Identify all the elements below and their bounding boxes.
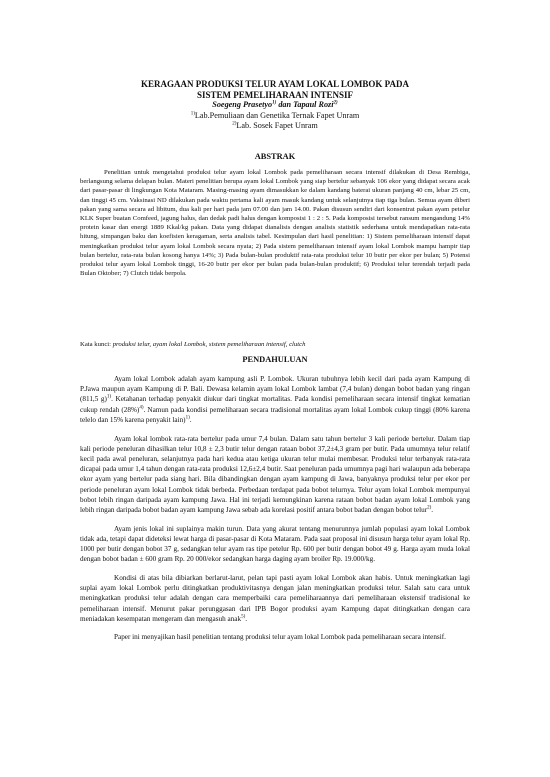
- affiliation-1: [80, 111, 470, 122]
- intro-heading: PENDAHULUAN: [242, 355, 308, 364]
- abstract-heading: ABSTRAK: [254, 152, 296, 161]
- intro-paragraph-5: Paper ini menyajikan hasil penelitian tentang produksi telur ayam lokal Lombok pada pemeliharaan secara intensif.: [114, 633, 446, 642]
- p4-part-a: Kondisi di atas bila dibiarkan berlarut-larut, pelan tapi pasti ayam lokal Lombok akan habis. Untuk meningkatkan lagi suplai ayam lokal Lombok perlu ditingkatkan produktivitasnya dengan jalan meningkatkan produksi telur. Salah satu cara untuk meningkatkan produksi telur adalah dengan cara memperbaiki cara pemeliharaannya dari pemeliharaan ekstensif tradisional ke pemeliharaan intensif. Menurut pakar perunggasan dari IPB Bogor produksi ayam Kampung dapat ditingkatkan dengan cara meniadakan kesempatan mengeram dan mengasuh anak: [80, 573, 470, 623]
- affiliation-2-text: Lab. Sosek Fapet Unram: [236, 121, 318, 130]
- p1-part-c: . Namun pada kondisi pemeliharaan secara tradisional mortalitas ayam lokal Lombok cukup tinggi (80% karena telelo dan 15% karena penyakit lain): [80, 405, 470, 424]
- p4-part-b: .: [245, 614, 248, 623]
- author-block: [80, 100, 470, 132]
- author-2-mark: 2): [333, 100, 338, 106]
- affiliation-1-mark: 1): [190, 110, 195, 116]
- title-line-2: SISTEM PEMELIHARAAN INTENSIF: [196, 90, 354, 100]
- affiliation-2-mark: 2): [232, 121, 237, 127]
- keywords-line: [80, 340, 470, 349]
- intro-body: [80, 374, 470, 651]
- intro-paragraph-1: [80, 374, 470, 425]
- intro-paragraph-4: [80, 573, 470, 624]
- author-2: dan Tapaul Rozi: [276, 100, 334, 109]
- intro-paragraph-3: Ayam jenis lokal ini suplainya makin turun. Data yang akurat tentang menurunnya jumlah populasi ayam lokal Lombok tidak ada, tetapi dapat dideteksi lewat harga di pasar-pasar di Kota Mataram. Pada saat proposal ini disusun harga telur ayam lokal Rp. 1000 per butir dengan bobot 37 g, sedangkan telur ayam ras tipe petelur Rp. 600 per butir dengan bobot 49 g. Harga ayam muda lokal dengan bobot badan ± 600 gram Rp. 20 000/ekor sedangkan harga daging ayam broiler Rp. 19.000/kg.: [80, 524, 470, 564]
- p4-ref: 5): [241, 614, 246, 620]
- abstract-text: Penelitian untuk mengetahui produksi telur ayam lokal Lombok pada pemeliharaan secara intensif dilakukan di Desa Rembiga, berlangsung selama delapan bulan. Materi penelitian berupa ayam lokal Lombok yang siap bertelur sebanyak 106 ekor yang didapat secara acak dari pasar-pasar di lingkungan Kota Mataram. Masing-masing ayam dimasukkan ke dalam kandang baterai ukuran panjang 40 cm, lebar 25 cm, dan tinggi 45 cm. Vaksinasi ND dilakukan pada waktu pertama kali ayam masuk kandang untuk selanjutnya tiap tiga bulan. Semua ayam diberi pakan yang sama secara ad libitum, dua kali per hari pada jam 07.00 dan jam 14.00. Pakan disusun sendiri dari konsentrat pakan ayam petelur KLK Super buatan Comfeed, jagung halus, dan dedak padi halus dengan komposisi 1 : 2 : 5. Pada komposisi tersebut ransum mengandung 14% protein kasar dan energi 1889 Kkal/kg pakan. Data yang didapat dianalisis dengan analisis statistik sederhana untuk mendapatkan rata-rata hitung, simpangan baku dan koefisien keragaman, serta analisis tabel. Kesimpulan dari hasil penelitian: 1) Sistem pemeliharaan intensif dapat meningkatkan produksi telur ayam lokal Lombok secara nyata; 2) Pada sistem pemeliharaan intensif ayam lokal Lombok mampu hampir tiap bulan bertelur, rata-rata bulan kosong hanya 14%; 3) Pada bulan-bulan produktif rata-rata produksi telur 10 butir per ekor per bulan; 5) Potensi produksi telur ayam lokal Lombok tinggi, 16-20 butir per ekor per bulan pada bulan-bulan produktif; 6) Produksi telur terendah terjadi pada Bulan Oktober; 7) Clutch tidak berpola.: [80, 169, 470, 278]
- intro-paragraph-2: [80, 434, 470, 516]
- affiliation-2: [80, 121, 470, 132]
- affiliation-1-text: Lab.Pemuliaan dan Genetika Ternak Fapet Unram: [194, 110, 360, 120]
- keywords-list: produksi telur, ayam lokal Lombok, sistem pemeliharaan intensif, clutch: [112, 341, 306, 348]
- p1-part-b: . Ketahanan terhadap penyakit diukur dari tingkat mortalitas. Pada kondisi pemeliharaan secara intensif tingkat kematian cukup rendah (28%): [80, 395, 470, 414]
- paper-title: [80, 79, 470, 101]
- p1-ref-2: 4): [139, 405, 144, 411]
- p1-part-a: Ayam lokal Lombok adalah ayam kampung asli P. Lombok. Ukuran tubuhnya lebih kecil dari pada ayam Kampung di P.Jawa maupun ayam Kampung di P. Bali. Dewasa kelamin ayam lokal Lombok lambat (7,4 bulan) dengan bobot badan yang ringan (811,5 g): [80, 375, 470, 404]
- p2-part-a: Ayam lokal lombok rata-rata bertelur pada umur 7,4 bulan. Dalam satu tahun bertelur 3 kali periode bertelur. Dalam tiap kali periode peneluran dihasilkan telur 10,8 ± 2,3 butir telur dengan rataan bobot 37,2±4,3 gram per butir. Pada umumnya telur relatif kecil pada awal peneluran, selanjutnya pada hari kedua atau ketiga ukuran telur mulai membesar. Produksi telur terbanyak rata-rata dicapai pada umur 1,4 tahun dengan rata-rata produksi 12,6±2,4 butir. Saat peneluran pada umumnya pagi hari walaupun ada beberapa ekor ayam yang bertelur pada siang hari. Bila dibandingkan dengan ayam kampung di Jawa, banyaknya produksi telur per ekor per periode peneluran ayam lokal Lombok tidak berbeda. Perbedaan terdapat pada bobot telurnya. Telur ayam lokal Lombok mempunyai bobot lebih ringan daripada ayam kampung Jawa. Hal ini terjadi kemungkinan karena rataan bobot badan ayam lokal Lombok yang lebih ringan daripada bobot badan ayam kampung Jawa sebab ada korelasi positif antara bobot badan dengan bobot telur: [80, 434, 470, 514]
- p1-part-d: .: [189, 415, 192, 424]
- p2-part-b: .: [431, 505, 434, 514]
- keywords-label: Kata kunci:: [80, 341, 113, 348]
- author-1-mark: 1): [272, 100, 277, 106]
- p1-ref-1: 1): [106, 395, 112, 401]
- author-1: Soegeng Prasetyo: [212, 100, 273, 109]
- p1-ref-3: 1): [185, 415, 190, 421]
- title-line-1: KERAGAAN PRODUKSI TELUR AYAM LOKAL LOMBOK PADA: [140, 79, 410, 89]
- p2-ref: 2): [427, 505, 432, 511]
- author-names: [80, 100, 470, 111]
